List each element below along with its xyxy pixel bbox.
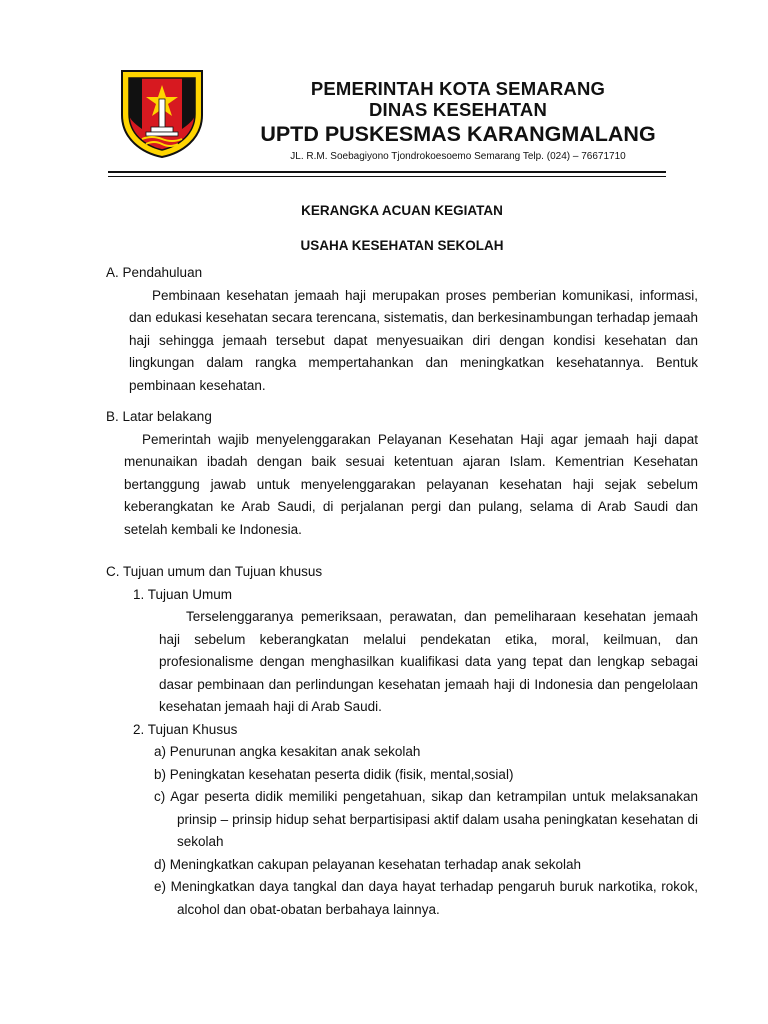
tugu-muda-emblem-icon — [120, 69, 204, 159]
tujuan-umum-body: Terselenggaranya pemeriksaan, perawatan, dan pemeliharaan kesehatan jemaah haji sebelum keberangkatan melalui pendekatan etika, moral, keilmuan, dan profesionalisme dengan menghasilkan kualifikasi data yang tepat dan lengkap sebagai dasar pembinaan dan perlindungan kesehatan jemaah haji di Indonesia dan pengelolaan kesehatan jemaah haji di Arab Saudi. — [159, 609, 698, 714]
section-c-heading: C. Tujuan umum dan Tujuan khusus — [106, 564, 323, 579]
list-item: d) Meningkatkan cakupan pelayanan kesehatan terhadap anak sekolah — [154, 856, 582, 872]
section-b-body: Pemerintah wajib menyelenggarakan Pelayanan Kesehatan Haji agar jemaah haji dapat menunaikan ibadah dengan baik sesuai ketentuan ajaran Islam. Kementrian Kesehatan bertanggung jawab untuk menyelenggarakan pelayanan kesehatan haji sejak sebelum keberangkatan ke Arab Saudi, di perjalanan pergi dan pulang, selama di Arab Saudi dan setelah kembali ke Indonesia. — [124, 431, 698, 537]
section-b-heading: B. Latar belakang — [106, 409, 212, 424]
tujuan-khusus-heading: 2. Tujuan Khusus — [133, 721, 238, 737]
list-item: b) Peningkatan kesehatan peserta didik (fisik, mental,sosial) — [154, 766, 514, 782]
section-a-heading: A. Pendahuluan — [106, 265, 203, 280]
unit-name: UPTD PUSKESMAS KARANGMALANG — [260, 122, 656, 146]
department-name: DINAS KESEHATAN — [368, 99, 548, 120]
address-line: JL. R.M. Soebagiyono Tjondrokoesoemo Semarang Telp. (024) – 76671710 — [290, 151, 626, 162]
list-item: c) Agar peserta didik memiliki pengetahuan, sikap dan ketrampilan untuk melaksanakan prinsip – prinsip hidup sehat berpartisipasi aktif dalam usaha peningkatan kesehatan di sekolah — [154, 789, 698, 849]
document-title: KERANGKA ACUAN KEGIATAN — [301, 203, 503, 218]
letterhead-rule-thick — [108, 171, 666, 173]
list-item: a) Penurunan angka kesakitan anak sekolah — [154, 744, 421, 759]
letterhead — [236, 78, 680, 164]
list-item: e) Meningkatkan daya tangkal dan daya hayat terhadap pengaruh buruk narkotika, rokok, alcohol dan obat-obatan berbahaya lainnya. — [154, 879, 698, 917]
letterhead-rule-thin — [108, 176, 666, 177]
document-subtitle: USAHA KESEHATAN SEKOLAH — [300, 238, 504, 253]
tujuan-umum-heading: 1. Tujuan Umum — [133, 586, 233, 602]
section-a-body: Pembinaan kesehatan jemaah haji merupakan proses pemberian komunikasi, informasi, dan edukasi kesehatan secara terencana, sistematis, dan berkesinambungan terhadap jemaah haji sehingga jemaah tersebut dapat menyesuaikan diri dengan kondisi kesehatan dan lingkungan dalam rangka mempertahankan dan meningkatkan kesehatannya. Bentuk pembinaan kesehatan. — [129, 287, 698, 393]
document-body — [106, 262, 698, 921]
government-name: PEMERINTAH KOTA SEMARANG — [310, 78, 606, 99]
city-emblem-logo — [120, 69, 204, 159]
